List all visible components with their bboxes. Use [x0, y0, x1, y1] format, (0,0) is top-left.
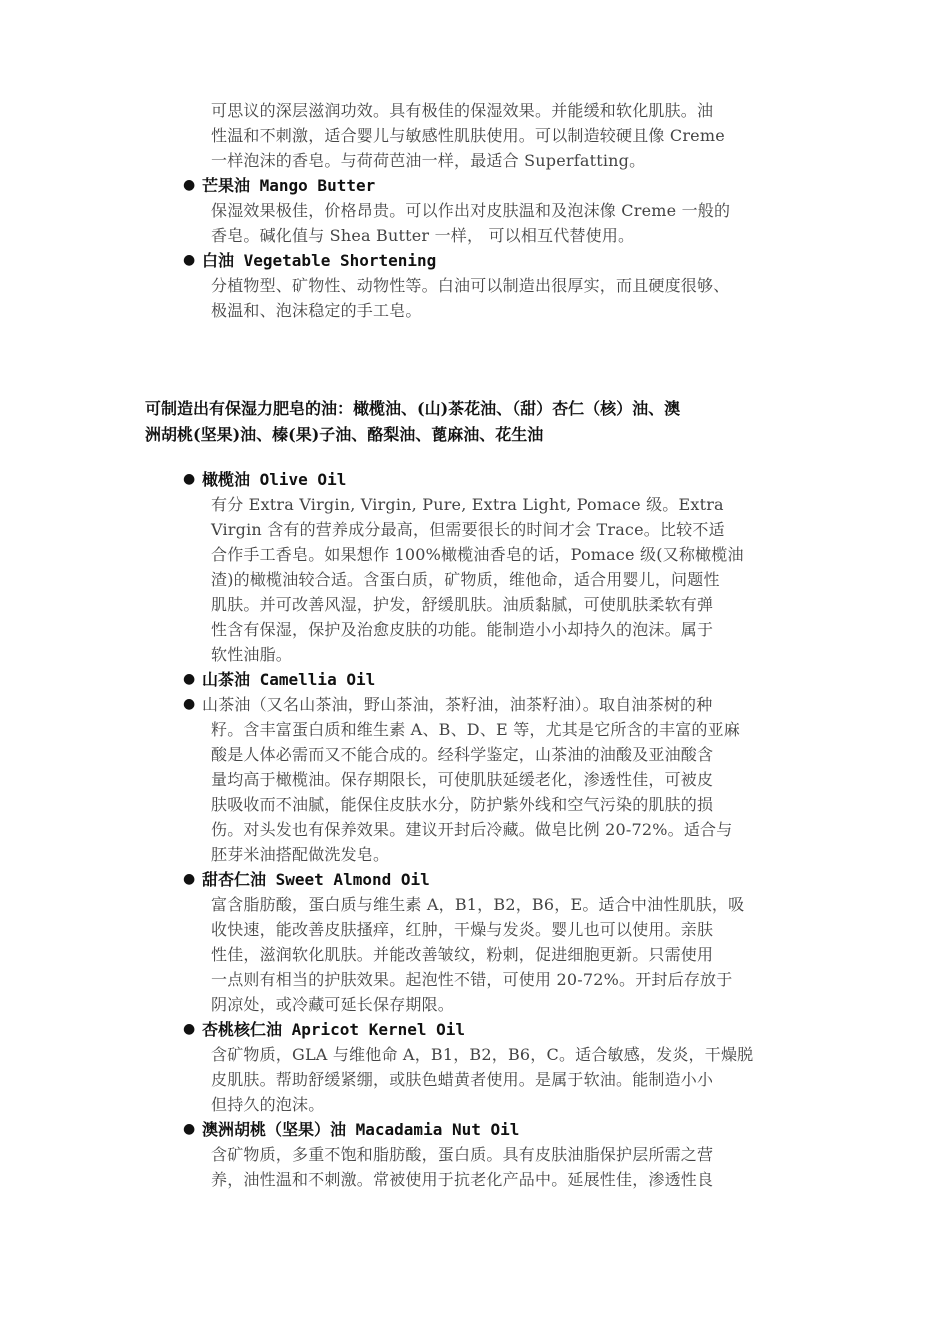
text-line: 阴凉处，或冷藏可延长保存期限。	[211, 995, 455, 1014]
section-heading	[145, 396, 825, 448]
list-item-camellia-oil	[0, 667, 950, 692]
bullet-icon: ●	[183, 471, 196, 487]
text-line: 性佳，滋润软化肌肤。并能改善皱纹，粉刺，促进细胞更新。只需使用	[211, 945, 714, 964]
text-line: 极温和、泡沫稳定的手工皂。	[211, 301, 422, 320]
item-title: 甜杏仁油 Sweet Almond Oil	[202, 870, 430, 889]
item-description	[211, 892, 821, 1017]
text-line: 保湿效果极佳，价格昂贵。可以作出对皮肤温和及泡沫像 Creme 一般的	[211, 201, 731, 220]
item-description	[211, 1042, 821, 1117]
item-title: 橄榄油 Olive Oil	[202, 470, 347, 489]
text-line: 肌肤。并可改善风湿，护发，舒缓肌肤。油质黏腻，可使肌肤柔软有弹	[211, 595, 714, 614]
text-line: 皮肌肤。帮助舒缓紧绷，或肤色蜡黄者使用。是属于软油。能制造小小	[211, 1070, 714, 1089]
list-item-camellia-description	[0, 692, 950, 867]
text-line: 收快速，能改善皮肤搔痒，红肿，干燥与发炎。婴儿也可以使用。亲肤	[211, 920, 714, 939]
item-title: 白油 Vegetable Shortening	[202, 251, 437, 270]
list-item-vegetable-shortening	[0, 248, 950, 323]
bullet-icon: ●	[183, 1121, 196, 1137]
text-line: 酸是人体必需而又不能合成的。经科学鉴定，山茶油的油酸及亚油酸含	[211, 745, 714, 764]
heading-line: 洲胡桃(坚果)油、榛(果)子油、酪梨油、蓖麻油、花生油	[145, 425, 544, 444]
item-description	[202, 692, 820, 867]
text-line: 香皂。碱化值与 Shea Butter 一样， 可以相互代替使用。	[211, 226, 635, 245]
bullet-icon: ●	[183, 1021, 196, 1037]
text-line: 但持久的泡沫。	[211, 1095, 325, 1114]
text-line: 可思议的深层滋润功效。具有极佳的保湿效果。并能缓和软化肌肤。油	[211, 101, 714, 120]
item-description	[211, 198, 821, 248]
text-line: 渣)的橄榄油较合适。含蛋白质，矿物质，维他命，适合用婴儿，问题性	[211, 570, 720, 589]
list-section-1	[0, 98, 950, 323]
text-line: 软性油脂。	[211, 645, 293, 664]
heading-line: 可制造出有保湿力肥皂的油：橄榄油、(山)茶花油、（甜）杏仁（核）油、澳	[145, 399, 681, 418]
bullet-icon: ●	[183, 177, 196, 193]
bullet-icon: ●	[183, 696, 196, 712]
text-line: 量均高于橄榄油。保存期限长，可使肌肤延缓老化，渗透性佳，可被皮	[211, 770, 714, 789]
text-line: 一样泡沫的香皂。与荷荷芭油一样，最适合 Superfatting。	[211, 151, 646, 170]
text-line: 籽。含丰富蛋白质和维生素 A、B、D、E 等，尤其是它所含的丰富的亚麻	[211, 720, 740, 739]
text-line: 胚芽米油搭配做洗发皂。	[211, 845, 390, 864]
item-title: 澳洲胡桃（坚果）油 Macadamia Nut Oil	[202, 1120, 520, 1139]
item-title: 杏桃核仁油 Apricot Kernel Oil	[202, 1020, 466, 1039]
item-description	[211, 492, 821, 667]
bullet-icon: ●	[183, 252, 196, 268]
list-item-mango-butter	[0, 173, 950, 248]
list-item-olive-oil	[0, 467, 950, 667]
text-line: 性温和不刺激，适合婴儿与敏感性肌肤使用。可以制造较硬且像 Creme	[211, 126, 725, 145]
text-line: 合作手工香皂。如果想作 100%橄榄油香皂的话，Pomace 级(又称橄榄油	[211, 545, 744, 564]
text-line: 含矿物质，多重不饱和脂肪酸，蛋白质。具有皮肤油脂保护层所需之营	[211, 1145, 714, 1164]
text-line: 富含脂肪酸，蛋白质与维生素 A，B1，B2，B6，E。适合中油性肌肤，吸	[211, 895, 745, 914]
list-item-apricot-kernel-oil	[0, 1017, 950, 1117]
text-line: 山茶油（又名山茶油，野山茶油，茶籽油，油茶籽油）。取自油茶树的种	[202, 695, 713, 714]
text-line: 分植物型、矿物性、动物性等。白油可以制造出很厚实，而且硬度很够、	[211, 276, 730, 295]
bullet-icon: ●	[183, 871, 196, 887]
text-line: Virgin 含有的营养成分最高，但需要很长的时间才会 Trace。比较不适	[211, 520, 725, 539]
item-title: 山茶油 Camellia Oil	[202, 670, 376, 689]
text-line: 有分 Extra Virgin, Virgin, Pure, Extra Light, Pomace 级。Extra	[211, 495, 724, 514]
bullet-icon: ●	[183, 671, 196, 687]
item-description	[211, 273, 821, 323]
text-line: 养，油性温和不刺激。常被使用于抗老化产品中。延展性佳，渗透性良	[211, 1170, 714, 1189]
text-line: 含矿物质，GLA 与维他命 A，B1，B2，B6，C。适合敏感，发炎，干燥脱	[211, 1045, 754, 1064]
list-item-sweet-almond-oil	[0, 867, 950, 1017]
item-title: 芒果油 Mango Butter	[202, 176, 376, 195]
text-line: 伤。对头发也有保养效果。建议开封后冷藏。做皂比例 20-72%。适合与	[211, 820, 733, 839]
list-section-2	[0, 467, 950, 1192]
text-line: 一点则有相当的护肤效果。起泡性不错，可使用 20-72%。开封后存放于	[211, 970, 733, 989]
continuation-text	[211, 98, 821, 173]
item-description	[211, 1142, 821, 1192]
text-line: 性含有保湿，保护及治愈皮肤的功能。能制造小小却持久的泡沫。属于	[211, 620, 714, 639]
list-item-macadamia-nut-oil	[0, 1117, 950, 1192]
text-line: 肤吸收而不油腻，能保住皮肤水分，防护紫外线和空气污染的肌肤的损	[211, 795, 714, 814]
